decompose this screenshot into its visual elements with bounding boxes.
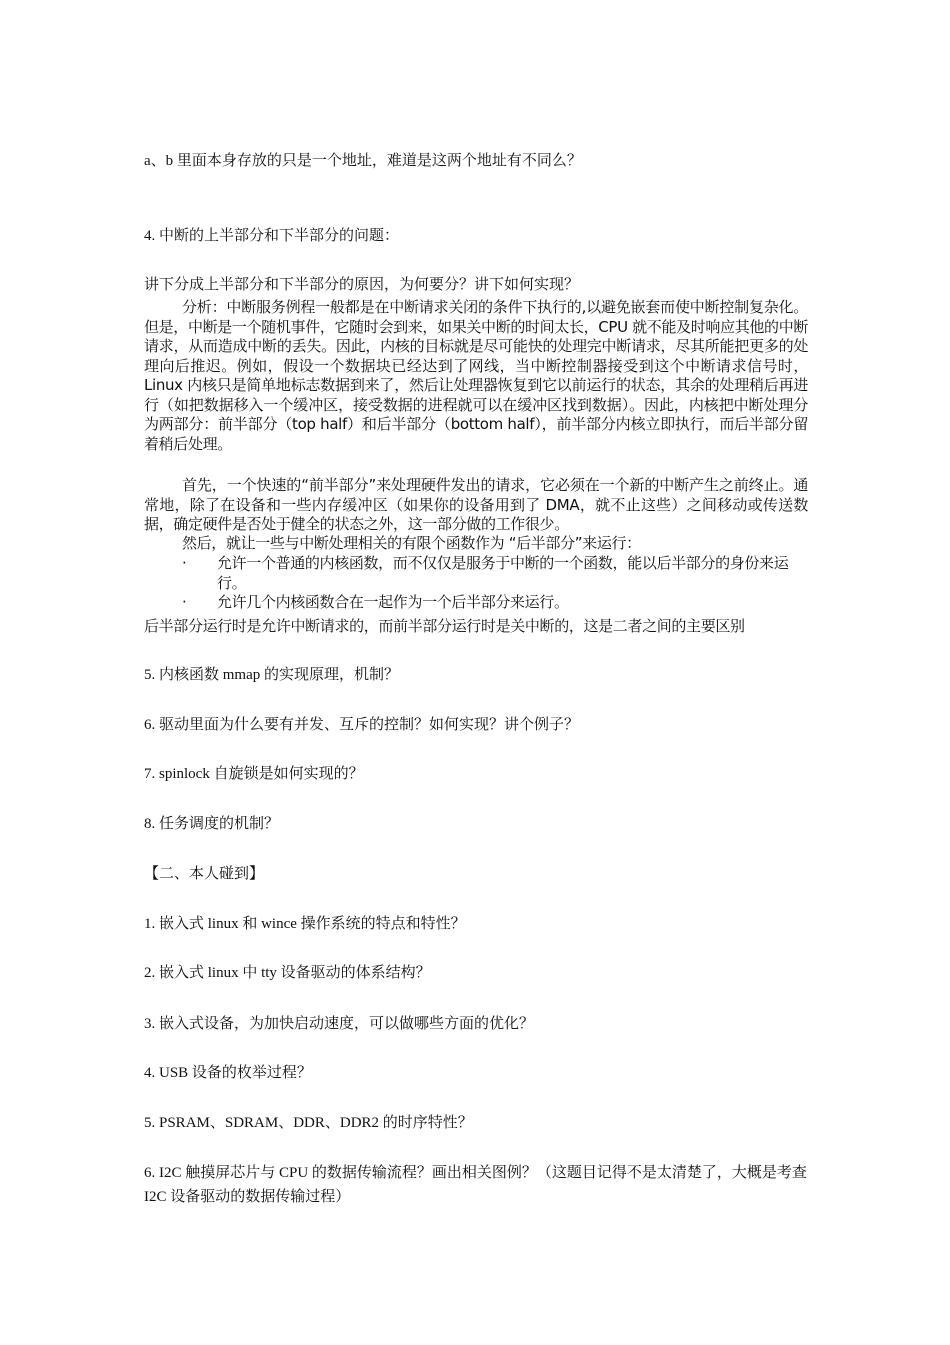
section-2-title: 【二、本人碰到】: [144, 866, 265, 882]
section-2-item-2: 2. 嵌入式 linux 中 tty 设备驱动的体系结构？: [144, 965, 431, 981]
section-2-item-3: 3. 嵌入式设备，为加快启动速度，可以做哪些方面的优化？: [144, 1016, 535, 1032]
ab-address-line: a、b 里面本身存放的只是一个地址，难道是这两个地址有不同么？: [144, 153, 582, 169]
bullet-dot: ·: [182, 554, 187, 572]
section-2-item-5: 5. PSRAM、SDRAM、DDR、DDR2 的时序特性？: [144, 1115, 473, 1131]
bullet-text: 允许一个普通的内核函数，而不仅仅是服务于中断的一个函数，能以后半部分的身份来运行。: [217, 554, 789, 592]
analysis-paragraph-1: 分析：中断服务例程一般都是在中断请求关闭的条件下执行的,以避免嵌套而使中断控制复杂化。但是，中断是一个随机事件，它随时会到来，如果关中断的时间太长，CPU 就不能及时响应其他的中断请求，从而造成中断的丢失。因此，内核的目标就是尽可能快的处理完中断请求，尽其所能把更多的处理向后推迟。例如，假设一个数据块已经达到了网线，当中断控制器接受到这个中断请求信号时，Linux 内核只是简单地标志数据到来了，然后让处理器恢复到它以前运行的状态，其余的处理稍后再进行（如把数据移入一个缓冲区，接受数据的进程就可以在缓冲区找到数据）。因此，内核把中断处理分为两部分：前半部分（top half）和后半部分（bottom half），前半部分内核立即执行，而后半部分留着稍后处理。: [144, 298, 808, 453]
question-8: 8. 任务调度的机制？: [144, 816, 280, 832]
section-2-item-1: 1. 嵌入式 linux 和 wince 操作系统的特点和特性？: [144, 916, 466, 932]
section-2-item-4: 4. USB 设备的枚举过程？: [144, 1065, 312, 1081]
bullet-item-2: [144, 593, 808, 613]
question-5: 5. 内核函数 mmap 的实现原理，机制？: [144, 667, 399, 683]
section-2-item-6: 6. I2C 触摸屏芯片与 CPU 的数据传输流程？画出相关图例？（这题目记得不是太清楚了，大概是考查 I2C 设备驱动的数据传输过程）: [144, 1165, 807, 1205]
analysis-paragraph-3: 然后，就让一些与中断处理相关的有限个函数作为 “后半部分”来运行：: [182, 534, 641, 552]
question-7: 7. spinlock 自旋锁是如何实现的？: [144, 766, 364, 782]
q4-question: 讲下分成上半部分和下半部分的原因，为何要分？讲下如何实现？: [144, 277, 580, 293]
bullet-dot: ·: [182, 593, 187, 611]
question-6: 6. 驱动里面为什么要有并发、互斥的控制？如何实现？讲个例子？: [144, 717, 580, 733]
bullet-item-1: [144, 554, 808, 593]
q4-heading: 4. 中断的上半部分和下半部分的问题：: [144, 228, 400, 244]
conclusion-paragraph: 后半部分运行时是允许中断请求的，而前半部分运行时是关中断的，这是二者之间的主要区别: [144, 617, 745, 635]
analysis-paragraph-2: 首先，一个快速的“前半部分”来处理硬件发出的请求，它必须在一个新的中断产生之前终止。通常地，除了在设备和一些内存缓冲区（如果你的设备用到了 DMA，就不止这些）之间移动或传送数据，确定硬件是否处于健全的状态之外，这一部分做的工作很少。: [144, 476, 808, 533]
bullet-text: 允许几个内核函数合在一起作为一个后半部分来运行。: [217, 593, 569, 611]
